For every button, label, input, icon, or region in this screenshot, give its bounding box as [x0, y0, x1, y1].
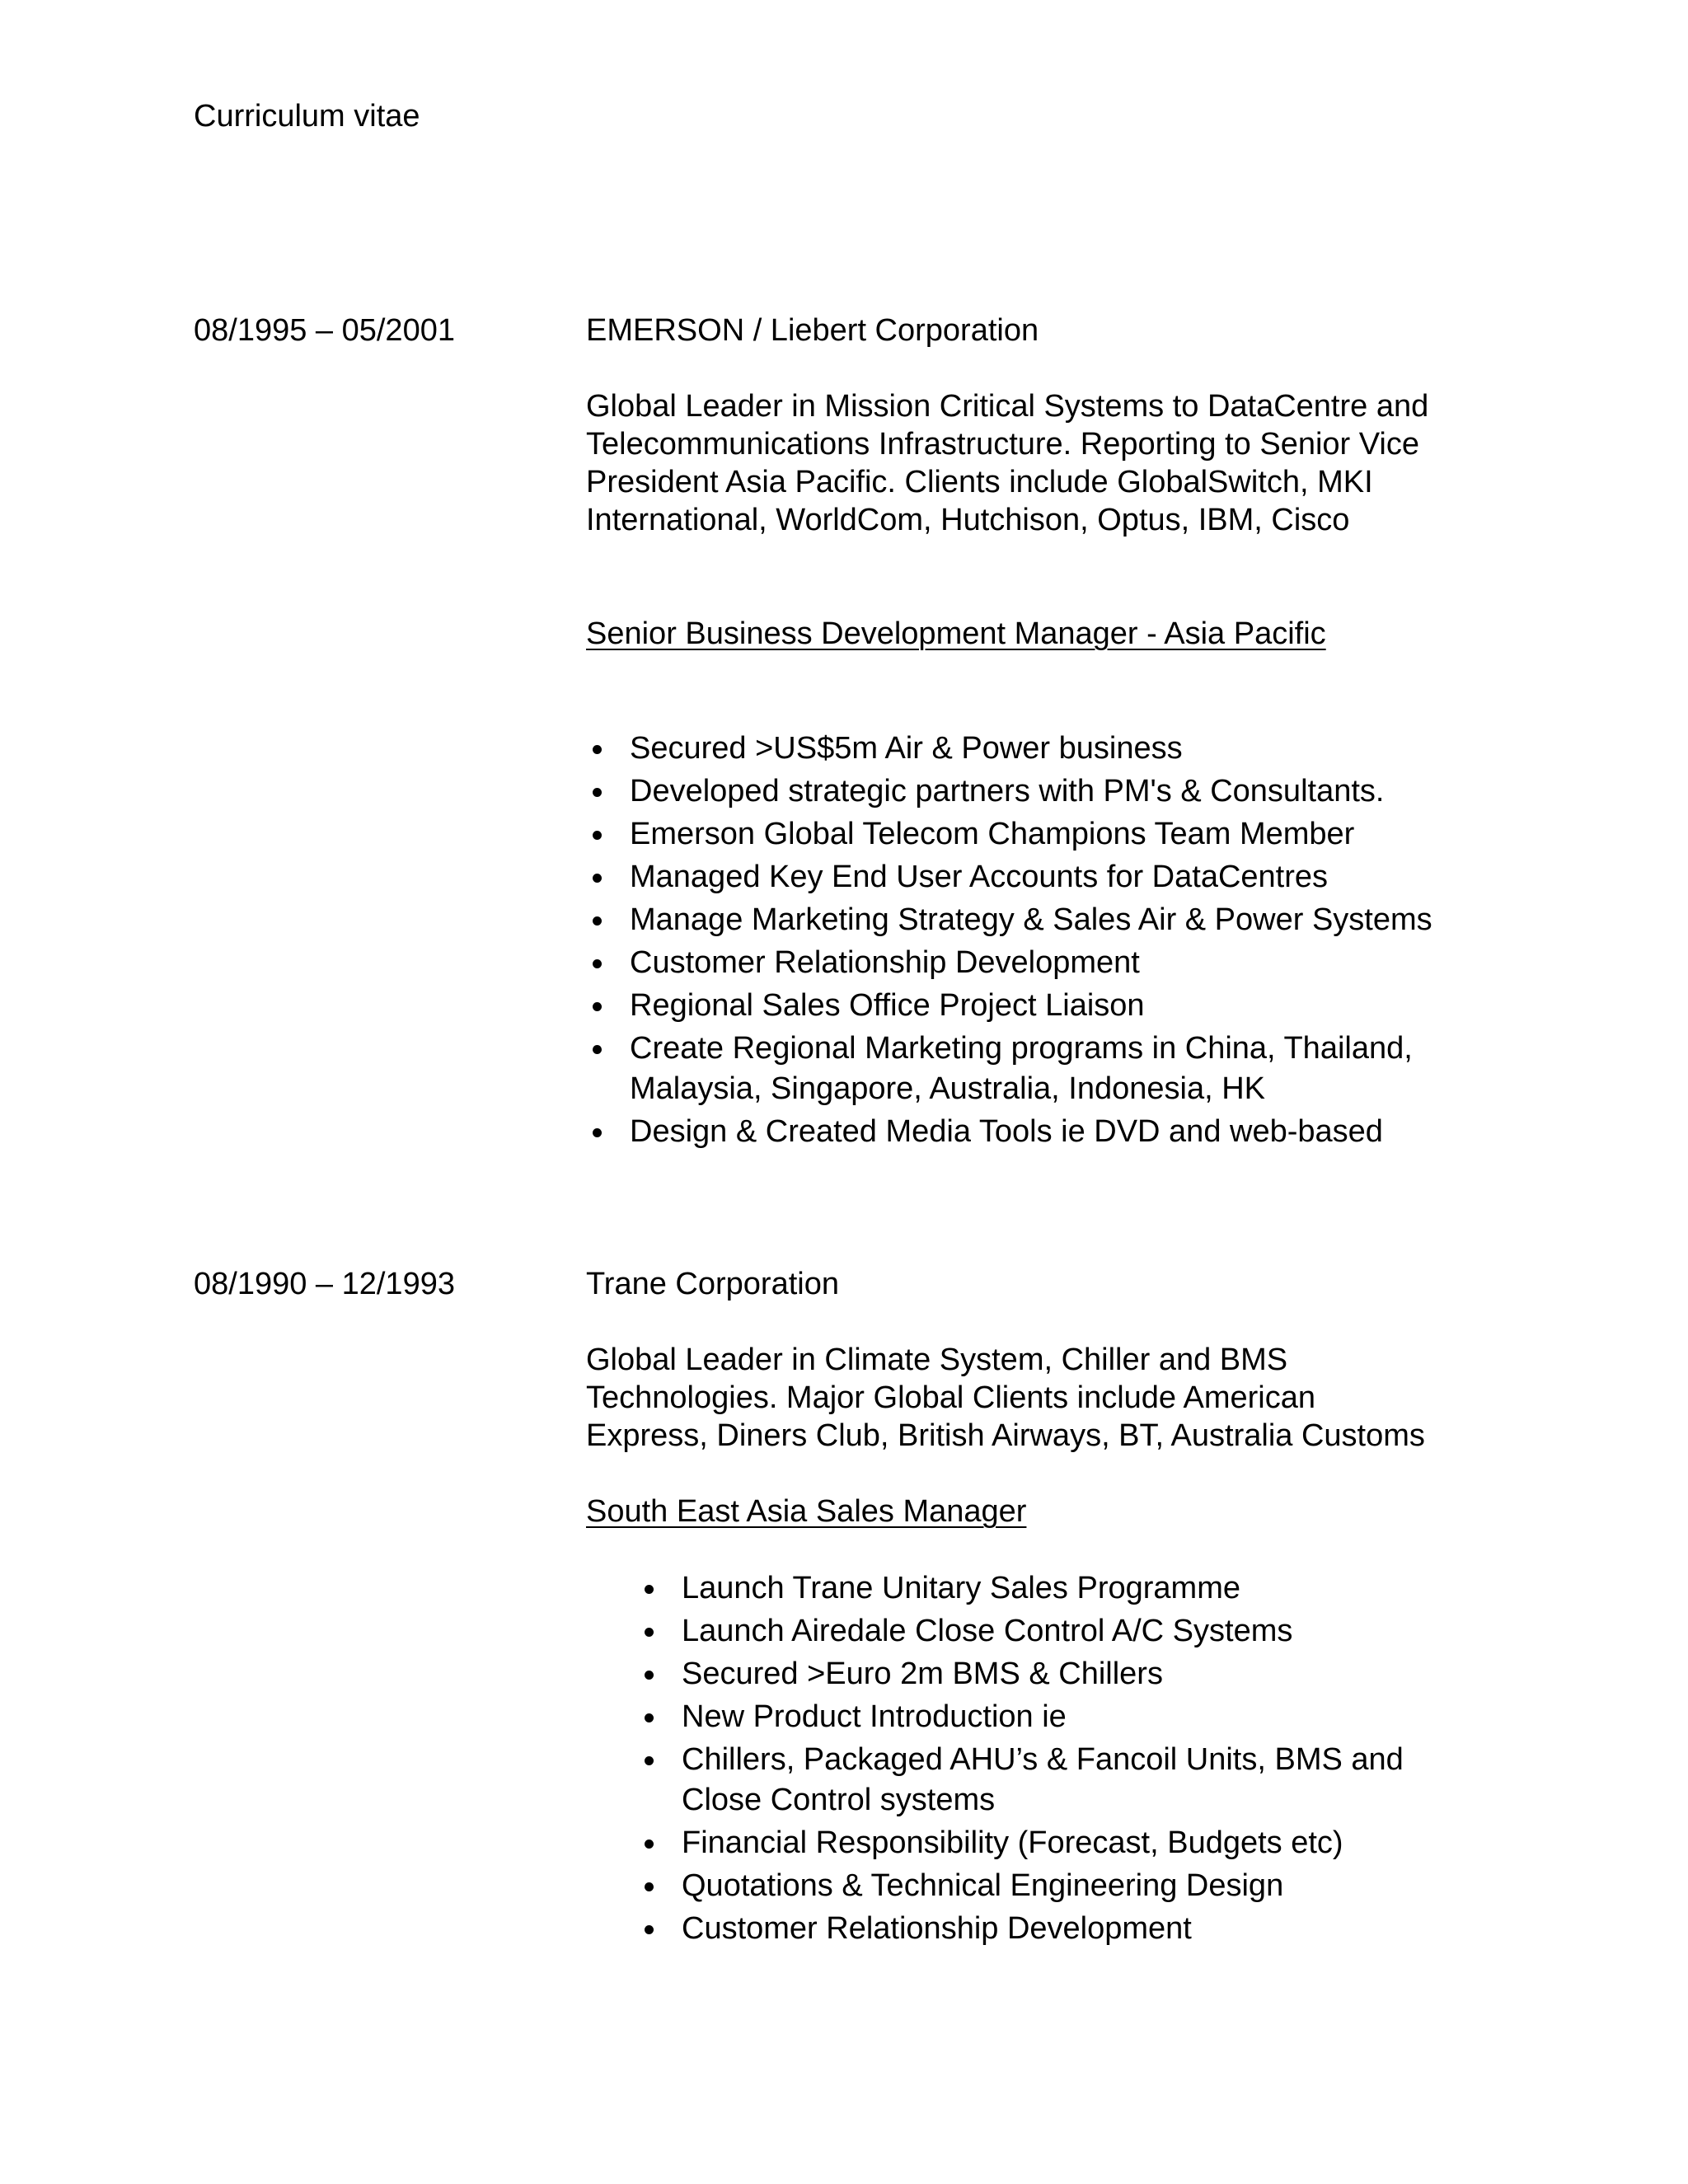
bullet-icon	[593, 788, 602, 797]
bullet-icon	[593, 1128, 602, 1137]
list-item: Chillers, Packaged AHU’s & Fancoil Units, BMS and Close Control systems	[682, 1740, 1509, 1821]
list-item: Managed Key End User Accounts for DataCentres	[630, 857, 1509, 898]
document-title: Curriculum vitae	[194, 99, 420, 134]
bullet-icon	[593, 959, 602, 968]
bullet-icon	[645, 1882, 654, 1891]
job-dates: 08/1995 – 05/2001	[194, 313, 455, 348]
bullet-icon	[645, 1756, 654, 1765]
job-details	[586, 312, 1509, 1155]
job-dates: 08/1990 – 12/1993	[194, 1267, 455, 1301]
bullet-icon	[645, 1925, 654, 1934]
list-item: Launch Trane Unitary Sales Programme	[682, 1568, 1509, 1609]
job-details	[586, 1265, 1509, 1952]
bullet-icon	[593, 916, 602, 926]
list-item: Customer Relationship Development	[682, 1909, 1509, 1949]
list-item: Quotations & Technical Engineering Design	[682, 1866, 1509, 1906]
job-role: South East Asia Sales Manager	[586, 1494, 1027, 1529]
job-role: Senior Business Development Manager - Asia Pacific	[586, 616, 1326, 651]
list-item: Financial Responsibility (Forecast, Budgets etc)	[682, 1823, 1509, 1863]
bullet-icon	[645, 1585, 654, 1594]
bullet-icon	[593, 1002, 602, 1011]
achievement-list	[586, 729, 1509, 1152]
list-item: Launch Airedale Close Control A/C Systems	[682, 1611, 1509, 1652]
bullet-icon	[593, 745, 602, 754]
bullet-icon	[593, 874, 602, 883]
bullet-icon	[593, 831, 602, 840]
list-item: Manage Marketing Strategy & Sales Air & Power Systems	[630, 900, 1509, 940]
list-item: Create Regional Marketing programs in China, Thailand, Malaysia, Singapore, Australia, Indonesia, HK	[630, 1029, 1509, 1109]
company-name: Trane Corporation	[586, 1267, 839, 1301]
list-item: Secured >Euro 2m BMS & Chillers	[682, 1654, 1509, 1694]
company-description: Global Leader in Mission Critical Systems to DataCentre and Telecommunications Infrastructure. Reporting to Senior Vice President Asia Pacific. Clients include GlobalSwitch, MKI International, WorldCom, Hutchison, Optus, IBM, Cisco	[586, 389, 1429, 537]
list-item: Emerson Global Telecom Champions Team Member	[630, 814, 1509, 855]
list-item: New Product Introduction ie	[682, 1697, 1509, 1737]
list-item: Design & Created Media Tools ie DVD and web-based	[630, 1112, 1509, 1152]
achievement-list	[586, 1568, 1509, 1949]
list-item: Secured >US$5m Air & Power business	[630, 729, 1509, 769]
bullet-icon	[593, 1045, 602, 1054]
list-item: Regional Sales Office Project Liaison	[630, 986, 1509, 1026]
company-name: EMERSON / Liebert Corporation	[586, 313, 1039, 348]
company-description: Global Leader in Climate System, Chiller and BMS Technologies. Major Global Clients include American Express, Diners Club, British Airways, BT, Australia Customs	[586, 1343, 1425, 1453]
list-item: Developed strategic partners with PM's & Consultants.	[630, 771, 1509, 812]
bullet-icon	[645, 1713, 654, 1722]
list-item: Customer Relationship Development	[630, 943, 1509, 983]
bullet-icon	[645, 1628, 654, 1637]
bullet-icon	[645, 1671, 654, 1680]
bullet-icon	[645, 1840, 654, 1849]
